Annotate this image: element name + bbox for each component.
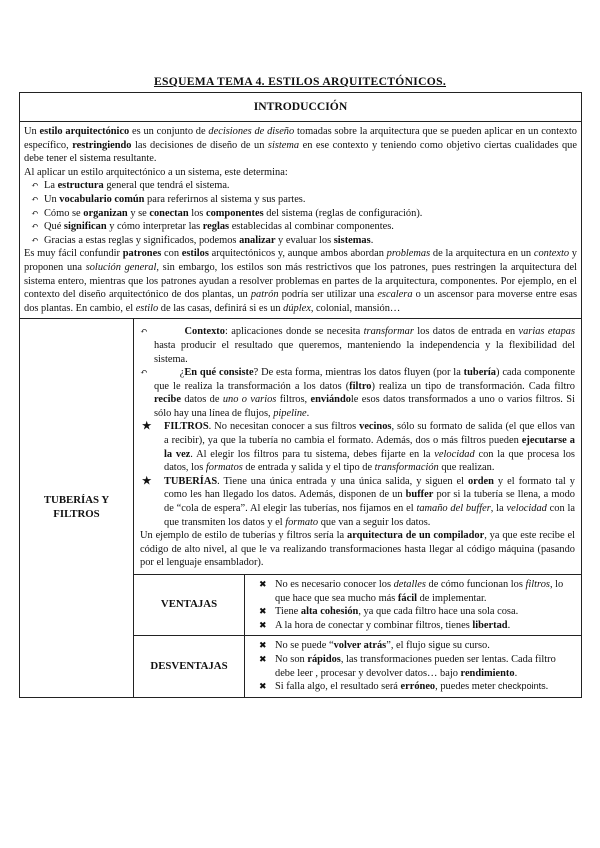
hook-bullet-icon: ↶ — [140, 326, 148, 337]
list-item: ↶ Cómo se organizan y se conectan los componentes del sistema (reglas de configuración). — [31, 207, 423, 219]
intro-paragraph-3: Es muy fácil confundir patrones con estilos arquitectónicos y, aunque ambos abordan problemas de la arquitectura en un contexto y proponen una solución general, sin embargo, los estilos son más restrictivos que los patrones, pues restringen la arquitectura del sistema entero, mientras que los patrones ayudan a resolver problemas en partes de la arquitectura, componentes. Por ejemplo, en el contexto del diseño arquitectónico de dos plantas, un patrón podría ser utilizar una escalera o un ascensor para moverse entre esas dos plantas. En cambio, el estilo de las casas, definirá si es un dúplex, colonial, mansión… — [24, 248, 578, 314]
main-table — [19, 92, 582, 698]
cross-bullet-icon: ✖ — [259, 619, 267, 630]
ejemplo-paragraph: Un ejemplo de estilo de tuberías y filtros sería la arquitectura de un compilador, ya que este recibe el código de alto nivel, al que le va realizando transformaciones hasta llegar al código máquina (pasando por el lenguaje ensamblador). — [140, 530, 575, 569]
desventajas-label: DESVENTAJAS — [134, 636, 245, 697]
cross-bullet-icon: ✖ — [259, 681, 267, 692]
intro-heading: INTRODUCCIÓN — [20, 93, 582, 122]
consiste-item: ↶ ¿En qué consiste? De esta forma, mientras los datos fluyen (por la tubería) cada componente que le realiza la transformación a los datos (filtro) realiza un tipo de transformación. Cada filtro recibe datos de uno o varios filtros, enviándole esos datos transformados a uno o varios filtros. Si sólo hay una línea de flujos, pipeline. — [140, 367, 575, 419]
list-item: ✖ No se puede “volver atrás”, el flujo sigue su curso. — [259, 640, 490, 652]
intro-paragraph-1: Un estilo arquitectónico es un conjunto de decisiones de diseño tomadas sobre la arquitectura que se pueden aplicar en un contexto específico, restringiendo las decisiones de diseño de un sistema en ese contexto y teniendo como objetivo ciertas cualidades que debe tener el sistema resultante. — [24, 126, 577, 165]
list-item: ↶ La estructura general que tendrá el sistema. — [31, 180, 230, 192]
pros-cons-table — [134, 574, 581, 697]
page-title: ESQUEMA TEMA 4. ESTILOS ARQUITECTÓNICOS. — [153, 75, 447, 88]
list-item: ✖ Si falla algo, el resultado será erróneo, puedes meter checkpoints. — [259, 681, 549, 693]
tuberias-content — [134, 319, 582, 697]
ventajas-list — [245, 575, 582, 636]
star-icon: ★ — [142, 475, 152, 487]
list-item: ✖ No es necesario conocer los detalles de cómo funcionan los filtros, lo que hace que sea mucho más fácil de implementar. — [259, 579, 564, 604]
hook-bullet-icon: ↶ — [31, 234, 39, 245]
list-item: ✖ A la hora de conectar y combinar filtros, tienes libertad. — [259, 619, 511, 631]
list-item: ↶ Gracias a estas reglas y significados, podemos analizar y evaluar los sistemas. — [31, 234, 374, 246]
ventajas-label: VENTAJAS — [134, 575, 245, 636]
list-item: ↶ Qué significan y cómo interpretar las reglas establecidas al combinar componentes. — [31, 221, 394, 233]
hook-bullet-icon: ↶ — [31, 207, 39, 218]
cross-bullet-icon: ✖ — [259, 640, 267, 651]
intro-section — [20, 122, 582, 319]
cross-bullet-icon: ✖ — [259, 579, 267, 589]
star-icon: ★ — [142, 421, 152, 433]
list-item: ↶ Un vocabulario común para referirnos al sistema y sus partes. — [31, 193, 306, 205]
context-item: ↶ Contexto: aplicaciones donde se necesita transformar los datos de entrada en varias etapas hasta producir el resultado que queremos, manteniendo la independencia y la flexibilidad del sistema. — [140, 326, 575, 365]
intro-paragraph-2: Al aplicar un estilo arquitectónico a un sistema, este determina: — [24, 166, 288, 178]
hook-bullet-icon: ↶ — [31, 180, 39, 191]
section-label-tuberias: TUBERÍAS Y FILTROS — [20, 319, 134, 697]
tuberias-item: ★ TUBERÍAS. Tiene una única entrada y una única salida, y siguen el orden y el formato tal y como les han llegado los datos. Además, disponen de un buffer por si la tubería se llena, a modo de “cola de espera”. Al elegir las tuberías, nos fijamos en el tamaño del buffer, la velocidad con la que transmiten los datos y el formato que van a seguir los datos. — [142, 475, 576, 528]
cross-bullet-icon: ✖ — [259, 606, 267, 617]
hook-bullet-icon: ↶ — [31, 221, 39, 232]
desventajas-list — [245, 636, 582, 697]
hook-bullet-icon: ↶ — [140, 367, 148, 378]
list-item: ✖ No son rápidos, las transformaciones pueden ser lentas. Cada filtro debe leer , procesar y devolver datos… bajo rendimiento. — [259, 653, 556, 679]
hook-bullet-icon: ↶ — [31, 193, 39, 204]
filtros-item: ★ FILTROS. No necesitan conocer a sus filtros vecinos, sólo su formato de salida (el que ellos van a recibir), ya que la tubería no cambia el formato. Además, dos o más filtros pueden ejecutarse a la vez. Al elegir los filtros para tu sistema, debes fijarte en la velocidad con la que procesa los datos, los formatos de entrada y salida y el tipo de transformación que realizan. — [142, 421, 576, 474]
list-item: ✖ Tiene alta cohesión, ya que cada filtro hace una sola cosa. — [259, 606, 519, 618]
cross-bullet-icon: ✖ — [259, 653, 267, 664]
